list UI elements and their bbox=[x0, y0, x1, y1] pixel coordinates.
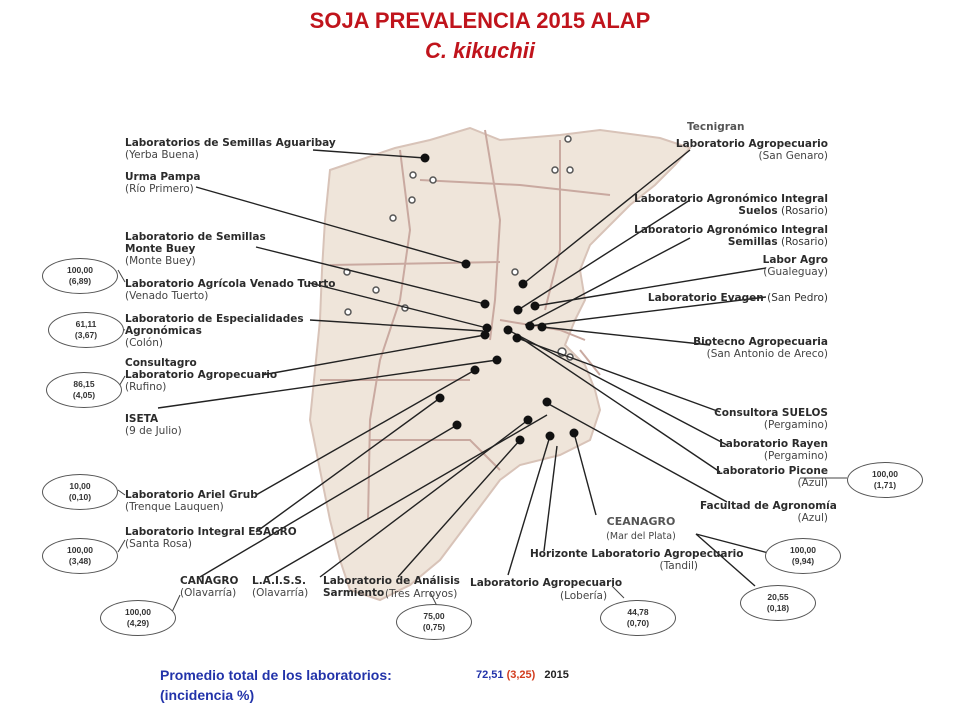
lab-place: (Pergamino) bbox=[763, 450, 828, 462]
lab-name: Laboratorio Integral ESAGRO bbox=[125, 526, 297, 538]
lab-name: Suelos bbox=[738, 205, 778, 217]
label-laiss bbox=[252, 575, 308, 599]
label-especialidades bbox=[125, 313, 304, 349]
lab-name: Laboratorio Agrícola Venado Tuerto bbox=[125, 278, 336, 290]
lab-name: Consultora SUELOS bbox=[714, 407, 828, 419]
bubble-incidence: (0,70) bbox=[626, 618, 650, 628]
chart-subtitle: C. kikuchii bbox=[424, 38, 536, 63]
lab-place: (San Genaro) bbox=[758, 150, 828, 162]
label-loberia-place bbox=[560, 590, 607, 602]
lab-place: (Río Primero) bbox=[125, 183, 194, 195]
bubble-incidence: (4,05) bbox=[72, 390, 96, 400]
lab-place: (Monte Buey) bbox=[125, 255, 196, 267]
lab-name: CEANAGRO bbox=[606, 515, 676, 528]
lab-name: Sarmiento bbox=[323, 587, 385, 599]
bubble-value: 10,00 bbox=[69, 481, 91, 491]
lab-name: Laboratorio Ariel Grub bbox=[125, 489, 258, 501]
lab-name: Biotecno Agropecuaria bbox=[693, 336, 828, 348]
lab-place: (Santa Rosa) bbox=[125, 538, 192, 550]
label-consultagro bbox=[125, 357, 277, 393]
lab-place: (Tres Arroyos) bbox=[385, 588, 458, 600]
lab-name: Laboratorio Rayen bbox=[719, 438, 828, 450]
lab-name: Laboratorio Agropecuario bbox=[125, 369, 278, 381]
bubble-value: 100,00 bbox=[872, 469, 898, 479]
bubble-value: 100,00 bbox=[67, 545, 93, 555]
label-venado bbox=[125, 278, 335, 302]
lab-place: (San Pedro) bbox=[767, 292, 828, 304]
label-consultora bbox=[700, 407, 828, 431]
label-rayen bbox=[700, 438, 828, 462]
lab-place: (Olavarría) bbox=[180, 587, 237, 599]
bubble-value: 100,00 bbox=[790, 545, 816, 555]
lab-name: Labor Agro bbox=[762, 254, 828, 266]
label-loberia bbox=[470, 577, 622, 589]
label-sangenaro bbox=[640, 138, 828, 162]
lab-name: Tecnigran bbox=[687, 121, 745, 133]
lab-place: (Azul) bbox=[797, 477, 828, 489]
lab-name: Laboratorio de Semillas bbox=[125, 231, 266, 243]
lab-name: Consultagro bbox=[125, 357, 197, 369]
label-ariel bbox=[125, 489, 258, 513]
bubble-picone bbox=[847, 462, 923, 498]
lab-place: (Rosario) bbox=[780, 236, 828, 248]
bubble-value: 61,11 bbox=[75, 319, 97, 329]
bubble-sarmiento bbox=[396, 604, 472, 640]
footer-sub: (incidencia %) bbox=[160, 687, 255, 703]
lab-place: (Rosario) bbox=[780, 205, 828, 217]
label-suelos bbox=[630, 193, 828, 217]
label-evagen bbox=[640, 292, 828, 304]
bubble-canagro bbox=[100, 600, 176, 636]
lab-name: ISETA bbox=[125, 413, 159, 425]
lab-name: Monte Buey bbox=[125, 243, 196, 255]
lab-name: Laboratorio Evagen bbox=[647, 292, 764, 304]
label-ceanagro bbox=[596, 516, 686, 543]
lab-name: Laboratorio Agropecuario bbox=[470, 577, 623, 589]
label-esagro bbox=[125, 526, 297, 550]
label-facultad bbox=[700, 500, 837, 524]
bubble-montebuey bbox=[42, 258, 118, 294]
lab-name: Laboratorio de Análisis bbox=[323, 575, 460, 587]
lab-place: (Olavarría) bbox=[252, 587, 309, 599]
lab-name: Laboratorio Agronómico Integral bbox=[634, 224, 828, 236]
bubble-ariel bbox=[42, 474, 118, 510]
bubble-incidence: (4,29) bbox=[126, 618, 150, 628]
bubble-incidence: (9,94) bbox=[791, 556, 815, 566]
footer-value: 72,51 bbox=[476, 669, 504, 681]
lab-place: (Yerba Buena) bbox=[125, 149, 199, 161]
chart-title: SOJA PREVALENCIA 2015 ALAP bbox=[309, 8, 651, 33]
label-biotecno bbox=[680, 336, 828, 360]
lab-name: Facultad de Agronomía bbox=[700, 500, 837, 512]
footer-label: Promedio total de los laboratorios: bbox=[160, 667, 392, 683]
lab-place: (Tandil) bbox=[659, 560, 698, 572]
label-montebuey bbox=[125, 231, 266, 267]
lab-place: (Colón) bbox=[125, 337, 163, 349]
lab-place: (Gualeguay) bbox=[763, 266, 828, 278]
lab-name: Laboratorio Agropecuario bbox=[675, 138, 828, 150]
bubble-esagro bbox=[42, 538, 118, 574]
bubble-incidence: (0,75) bbox=[422, 622, 446, 632]
lab-name: CANAGRO bbox=[180, 575, 239, 587]
bubble-value: 100,00 bbox=[67, 265, 93, 275]
bubble-incidence: (6,89) bbox=[68, 276, 92, 286]
footer-incidence: (3,25) bbox=[506, 669, 536, 681]
bubble-loberia bbox=[600, 600, 676, 636]
lab-place: (Mar del Plata) bbox=[606, 531, 676, 542]
lab-place: (Azul) bbox=[797, 512, 828, 524]
bubble-incidence: (1,71) bbox=[873, 480, 897, 490]
lab-name: Laboratorio Agronómico Integral bbox=[634, 193, 828, 205]
lab-name: Horizonte Laboratorio Agropecuario bbox=[530, 548, 744, 560]
bubble-value: 44,78 bbox=[627, 607, 649, 617]
label-laboragro bbox=[700, 254, 828, 278]
bubble-especialidades bbox=[48, 312, 124, 348]
bubble-value: 86,15 bbox=[73, 379, 95, 389]
label-aguaribay bbox=[125, 137, 336, 161]
label-horizonte bbox=[530, 548, 744, 572]
lab-name: Semillas bbox=[727, 236, 778, 248]
lab-name: Laboratorios de Semillas Aguaribay bbox=[125, 137, 336, 149]
lab-place: (Venado Tuerto) bbox=[125, 290, 209, 302]
lab-name: Laboratorio Picone bbox=[716, 465, 828, 477]
lab-name: L.A.I.S.S. bbox=[252, 575, 306, 587]
lab-place: (9 de Julio) bbox=[125, 425, 182, 437]
bubble-incidence: (3,48) bbox=[68, 556, 92, 566]
bubble-horizonte bbox=[765, 538, 841, 574]
bubble-incidence: (0,10) bbox=[68, 492, 92, 502]
label-tecnigran bbox=[687, 121, 744, 133]
lab-name: Laboratorio de Especialidades bbox=[125, 313, 304, 325]
lab-place: (San Antonio de Areco) bbox=[706, 348, 828, 360]
bubble-incidence: (3,67) bbox=[74, 330, 98, 340]
bubble-incidence: (0,18) bbox=[766, 603, 790, 613]
label-semillas bbox=[630, 224, 828, 248]
label-picone bbox=[700, 465, 828, 489]
footer-values bbox=[476, 669, 569, 681]
bubble-ceanagro bbox=[740, 585, 816, 621]
lab-place: (Trenque Lauquen) bbox=[125, 501, 224, 513]
bubble-value: 100,00 bbox=[125, 607, 151, 617]
bubble-consultagro bbox=[46, 372, 122, 408]
lab-place: (Lobería) bbox=[560, 590, 608, 602]
lab-name: Agronómicas bbox=[125, 325, 202, 337]
label-canagro bbox=[180, 575, 238, 599]
label-urma bbox=[125, 171, 200, 195]
bubble-value: 20,55 bbox=[767, 592, 789, 602]
footer-year: 2015 bbox=[544, 669, 569, 681]
bubble-value: 75,00 bbox=[423, 611, 445, 621]
lab-name: Urma Pampa bbox=[125, 171, 201, 183]
label-iseta bbox=[125, 413, 182, 437]
lab-place: (Pergamino) bbox=[763, 419, 828, 431]
label-sarmiento-place bbox=[385, 588, 457, 600]
lab-place: (Rufino) bbox=[125, 381, 167, 393]
